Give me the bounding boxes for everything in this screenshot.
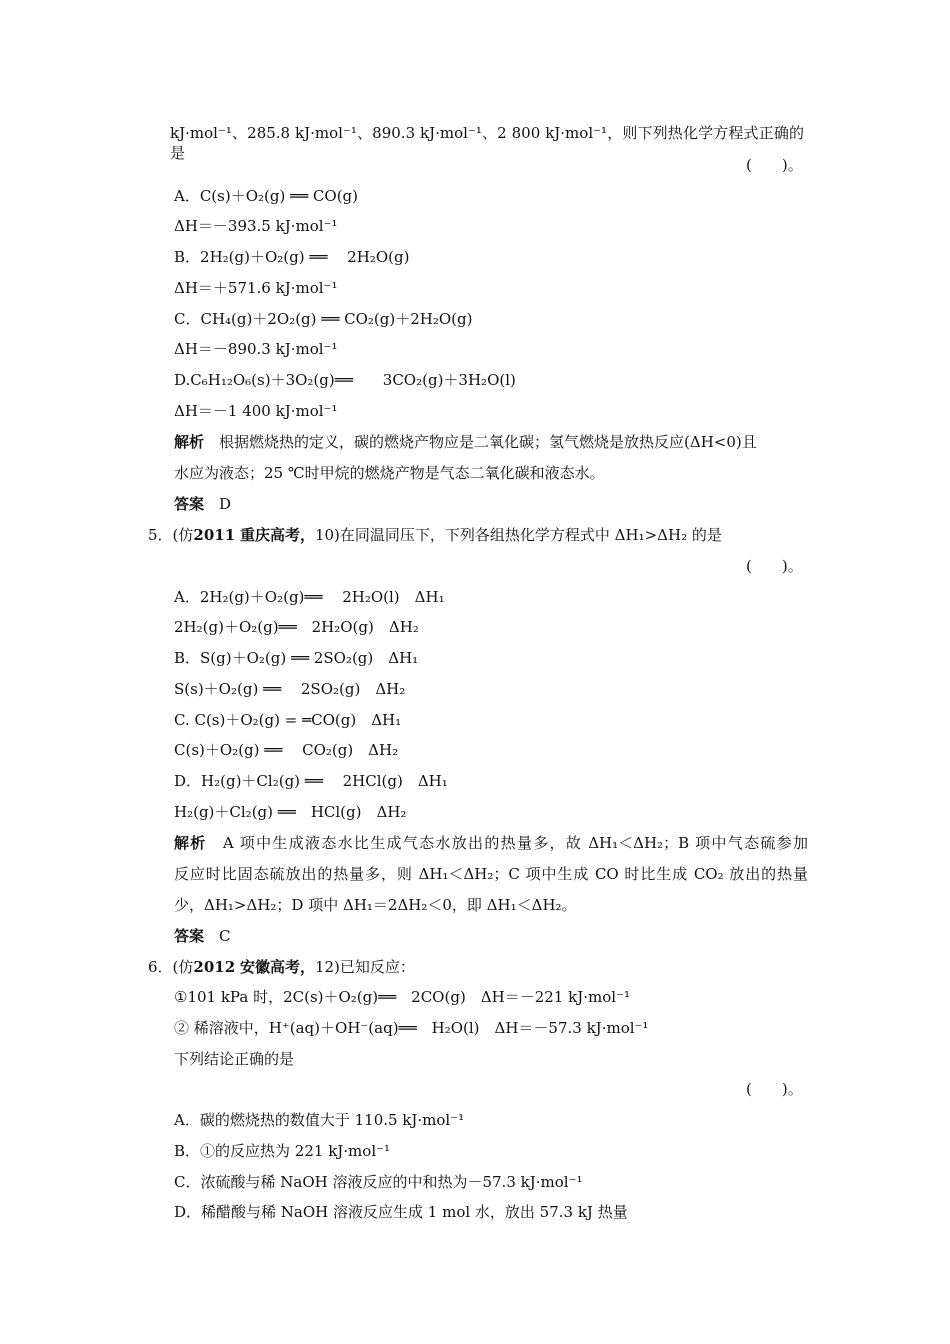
analysis-text-cont: 水应为液态；25 ℃时甲烷的燃烧产物是气态二氧化碳和液态水。 <box>174 464 605 482</box>
q6-option-a: A．碳的燃烧热的数值大于 110.5 kJ·mol⁻¹ <box>174 1111 465 1129</box>
q5-option-c-line1: C. C(s)＋O₂(g) = ═CO(g) ΔH₁ <box>174 711 402 729</box>
option-a-equation: A．C(s)＋O₂(g) ══ CO(g) <box>174 187 359 205</box>
answer-bracket-q6: ( )。 <box>746 1080 803 1098</box>
option-b-enthalpy: ΔH＝＋571.6 kJ·mol⁻¹ <box>174 279 338 297</box>
analysis-block-q4 <box>174 432 757 452</box>
q5-option-b-line2: S(s)＋O₂(g) ══ 2SO₂(g) ΔH₂ <box>174 680 406 698</box>
question6-stem: 6．(仿2012 安徽高考，12)已知反应： <box>148 958 415 976</box>
option-d-equation: D.C₆H₁₂O₆(s)＋3O₂(g)══ 3CO₂(g)＋3H₂O(l) <box>174 371 516 389</box>
option-c-enthalpy: ΔH＝－890.3 kJ·mol⁻¹ <box>174 340 338 358</box>
option-b-equation: B．2H₂(g)＋O₂(g) ══ 2H₂O(g) <box>174 248 410 266</box>
q6-reaction-1: ①101 kPa 时，2C(s)＋O₂(g)══ 2CO(g) ΔH＝－221 kJ·mol⁻¹ <box>174 988 630 1006</box>
option-d-enthalpy: ΔH＝－1 400 kJ·mol⁻¹ <box>174 402 338 420</box>
q5-option-b-line1: B．S(g)＋O₂(g) ══ 2SO₂(g) ΔH₁ <box>174 649 419 667</box>
analysis-text: 根据燃烧热的定义，碳的燃烧产物应是二氧化碳；氢气燃烧是放热反应(ΔH<0)且 <box>219 433 757 451</box>
q6-option-c: C．浓硫酸与稀 NaOH 溶液反应的中和热为－57.3 kJ·mol⁻¹ <box>174 1173 583 1191</box>
q6-option-d: D．稀醋酸与稀 NaOH 溶液反应生成 1 mol 水，放出 57.3 kJ 热量 <box>174 1203 628 1221</box>
answer-value: C <box>219 927 231 945</box>
question5-stem: 5．(仿2011 重庆高考，10)在同温同压下，下列各组热化学方程式中 ΔH₁>ΔH₂ 的是 <box>148 526 722 544</box>
option-a-enthalpy: ΔH＝－393.5 kJ·mol⁻¹ <box>174 217 338 235</box>
q6-reaction-2: ② 稀溶液中，H⁺(aq)＋OH⁻(aq)══ H₂O(l) ΔH＝－57.3 kJ·mol⁻¹ <box>174 1019 649 1037</box>
q5-option-d-line2: H₂(g)＋Cl₂(g) ══ HCl(g) ΔH₂ <box>174 803 407 821</box>
q6-prompt: 下列结论正确的是 <box>174 1050 295 1068</box>
answer-value: D <box>219 495 232 513</box>
question4-stem-tail: kJ·mol⁻¹、285.8 kJ·mol⁻¹、890.3 kJ·mol⁻¹、2 800 kJ·mol⁻¹，则下列热化学方程式正确的是 <box>170 124 804 162</box>
option-c-equation: C．CH₄(g)＋2O₂(g) ══ CO₂(g)＋2H₂O(g) <box>174 310 473 328</box>
analysis-label: 解析 <box>174 834 207 852</box>
analysis-text: A 项中生成液态水比生成气态水放出的热量多，故 ΔH₁＜ΔH₂；B 项中气态硫参加 <box>222 834 808 852</box>
q6-option-b: B．①的反应热为 221 kJ·mol⁻¹ <box>174 1142 391 1160</box>
answer-line-q5 <box>174 926 231 946</box>
answer-label: 答案 <box>174 927 205 945</box>
q5-option-d-line1: D．H₂(g)＋Cl₂(g) ══ 2HCl(g) ΔH₁ <box>174 772 448 790</box>
answer-line-q4 <box>174 494 231 514</box>
answer-bracket-q5: ( )。 <box>746 557 803 575</box>
analysis-block-q5 <box>174 833 808 853</box>
analysis-label: 解析 <box>174 433 205 451</box>
analysis-text-cont: 反应时比固态硫放出的热量多，则 ΔH₁＜ΔH₂；C 项中生成 CO 时比生成 CO₂ 放出的热量 <box>174 865 808 883</box>
answer-label: 答案 <box>174 495 205 513</box>
answer-bracket-q4: ( )。 <box>746 156 803 174</box>
q5-option-a-line2: 2H₂(g)＋O₂(g)══ 2H₂O(g) ΔH₂ <box>174 618 419 636</box>
analysis-text-cont: 少，ΔH₁>ΔH₂；D 项中 ΔH₁＝2ΔH₂＜0，即 ΔH₁＜ΔH₂。 <box>174 896 577 914</box>
q5-option-c-line2: C(s)＋O₂(g) ══ CO₂(g) ΔH₂ <box>174 741 399 759</box>
q5-option-a-line1: A．2H₂(g)＋O₂(g)══ 2H₂O(l) ΔH₁ <box>174 588 445 606</box>
